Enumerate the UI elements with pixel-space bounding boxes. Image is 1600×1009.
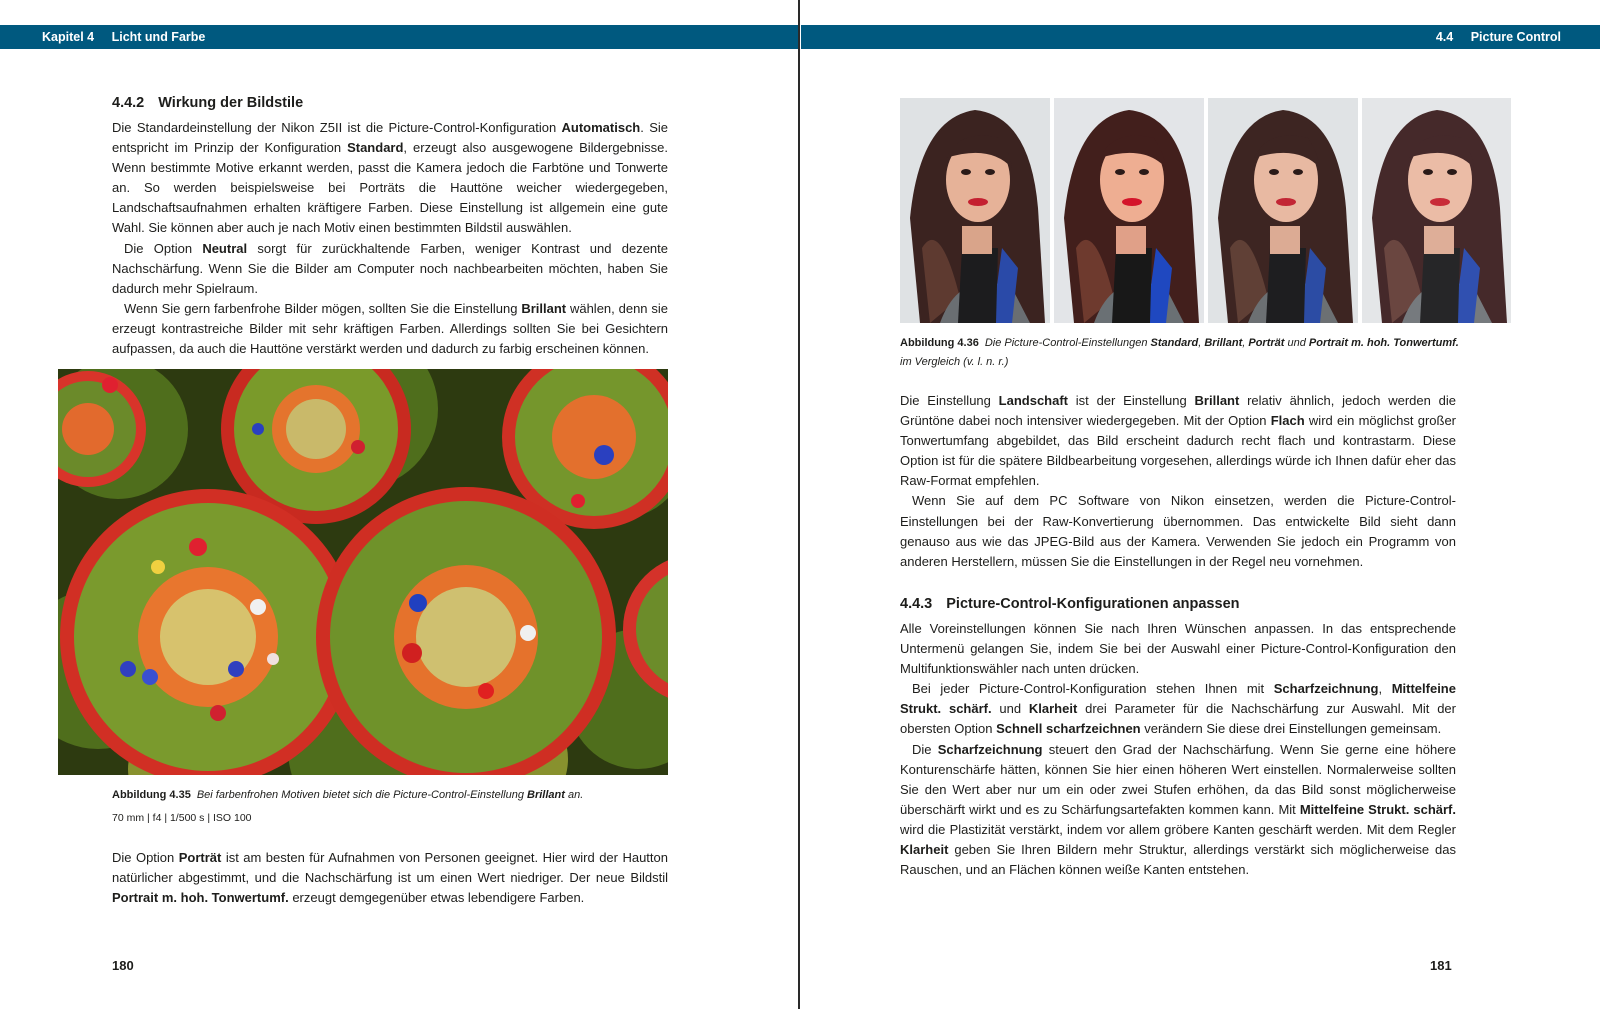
section-header-title: Picture Control [1470, 30, 1561, 44]
portrait-photo-brillant [1054, 98, 1204, 323]
body-text-left-top [112, 118, 668, 359]
body-text-left-bottom [112, 848, 668, 908]
portrait-photo-tonwertumfang [1362, 98, 1511, 323]
paragraph: Die Standardeinstellung der Nikon Z5II ist die Picture-Control-Konfiguration Automatisch. Sie entspricht im Prinzip der Konfiguration Standard, erzeugt also ausgewogene Bildergebnisse. Wenn bestimmte Motive erkannt werden, passt die Kamera jedoch die Farbtöne und Tonwerte an. So werden beispielsweise bei Porträts die Hauttöne weicher wiedergegeben, Landschaftsaufnahmen erhalten kräftigere Farben. Diese Einstellung ist allgemein eine gute Wahl. Sie können aber auch je nach Motiv einen bestimmten Bildstil auswählen. [112, 120, 668, 236]
portrait-photo-portraet [1208, 98, 1358, 323]
chapter-title: Licht und Farbe [111, 30, 206, 44]
figure-caption-4-35: Abbildung 4.35 Bei farbenfrohen Motiven bietet sich die Picture-Control-Einstellung Brillant an. [112, 789, 584, 801]
page-number-right: 181 [1430, 958, 1452, 973]
body-text-right-bottom [900, 619, 1456, 880]
running-header-right [801, 25, 1600, 49]
chapter-label: Kapitel 4 [42, 30, 95, 44]
wreath-photo [58, 369, 668, 775]
right-page [801, 0, 1600, 1009]
section-label: 4.4 [1435, 30, 1454, 44]
body-text-right-top [900, 391, 1456, 572]
section-heading-4-4-2: 4.4.2 Wirkung der Bildstile [112, 95, 304, 111]
running-header-left [0, 25, 799, 49]
paragraph: Bei jeder Picture-Control-Konfiguration stehen Ihnen mit Scharfzeichnung, Mittelfeine Strukt. schärf. und Klarheit drei Parameter für die Nachschärfung zur Auswahl. Mit der obersten Option Schnell scharfzeichnen verändern Sie diese drei Einstellungen gemeinsam. [900, 681, 1456, 737]
paragraph: Wenn Sie auf dem PC Software von Nikon einsetzen, werden die Picture-Control-Einstellungen bei der Raw-Konvertierung übernommen. Das entwickelte Bild sieht dann genauso aus wie das JPEG-Bild aus der Kamera. Verwenden Sie jedoch ein Programm von anderen Herstellern, müssen Sie die Einstellungen in der Regel neu vornehmen. [900, 493, 1456, 569]
section-heading-4-4-3: 4.4.3 Picture-Control-Konfigurationen anpassen [900, 596, 1240, 612]
page-number-left: 180 [112, 958, 134, 973]
paragraph: Die Option Porträt ist am besten für Aufnahmen von Personen geeignet. Hier wird der Hautton natürlicher abgestimmt, und die Nachschärfung ist um einen Wert niedriger. Der neue Bildstil Portrait m. hoh. Tonwertumf. erzeugt demgegenüber etwas lebendigere Farben. [112, 850, 668, 906]
paragraph: Wenn Sie gern farbenfrohe Bilder mögen, sollten Sie die Einstellung Brillant wählen, denn sie erzeugt kontrastreiche Bilder mit sehr kräftigen Farben. Allerdings sollten Sie bei Gesichtern aufpassen, da auch die Hauttöne verstärkt werden und dadurch zu farbig erscheinen können. [112, 300, 668, 357]
paragraph: Die Option Neutral sorgt für zurückhaltende Farben, weniger Kontrast und dezente Nachschärfung. Wenn Sie die Bilder am Computer noch nachbearbeiten möchten, haben Sie dadurch mehr Spielraum. [112, 240, 668, 296]
paragraph: Die Einstellung Landschaft ist der Einstellung Brillant relativ ähnlich, jedoch werden die Grüntöne dabei noch intensiver wiedergegeben. Mit der Option Flach wird ein möglichst großer Tonwertumfang abgebildet, das Bild erscheint dadurch recht flach und kontrastarm. Diese Option ist für die spätere Bildbearbeitung vorgesehen, allerdings würde ich Ihnen dafür eher das Raw-Format empfehlen. [900, 393, 1457, 489]
book-spine [798, 0, 800, 1009]
portrait-photo-standard [900, 98, 1050, 323]
paragraph: Die Scharfzeichnung steuert den Grad der Nachschärfung. Wenn Sie gerne eine höhere Konturenschärfe hätten, können Sie hier einen höheren Wert einstellen. Normalerweise sollten Sie den Wert aber nur um ein oder zwei Stufen erhöhen, da das Bild sonst möglicherweise überschärft wirkt und es zu Schärfungsartefakten kommen kann. Mit Mittelfeine Strukt. schärf. wird die Plastizität verstärkt, indem vor allem gröbere Kanten geschärft werden. Mit dem Regler Klarheit geben Sie Ihren Bildern mehr Struktur, allerdings verstärkt sich möglicherweise das Rauschen, und an Flächen können weiße Kanten entstehen. [900, 741, 1456, 878]
left-page [0, 0, 799, 1009]
paragraph: Alle Voreinstellungen können Sie nach Ihren Wünschen anpassen. In das entsprechende Untermenü gelangen Sie, indem Sie bei der Auswahl einer Picture-Control-Konfiguration den Multifunktionswähler nach unten drücken. [900, 621, 1456, 677]
exif-info: 70 mm | f4 | 1/500 s | ISO 100 [112, 812, 252, 824]
figure-caption-4-36: Abbildung 4.36 Die Picture-Control-Einstellungen Standard, Brillant, Porträt und Portrait m. hoh. Tonwertumf. im Vergleich (v. l. n. r.) [900, 337, 1459, 368]
